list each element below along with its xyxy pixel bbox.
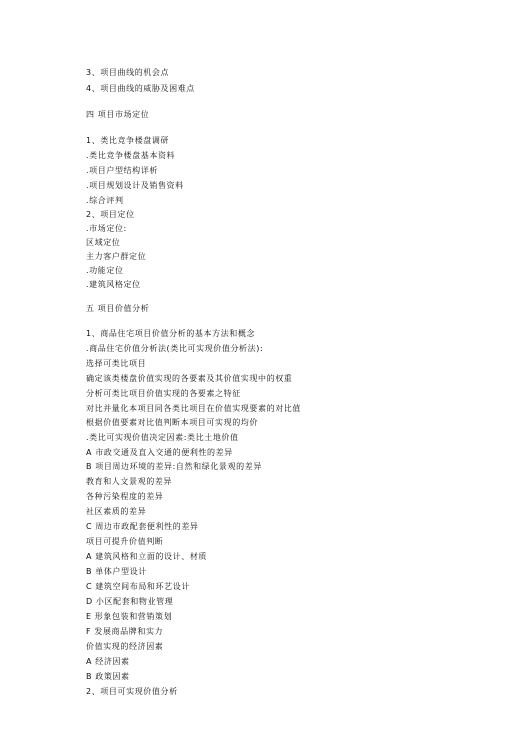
list-item: 主力客户群定位 [86, 252, 147, 261]
list-item: 各种污染程度的差异 [86, 492, 164, 501]
list-item: .商品住宅价值分析法(类比可实现价值分析法): [86, 344, 264, 353]
list-item: C 周边市政配套便利性的差异 [86, 522, 199, 531]
list-item: 价值实现的经济因素 [86, 642, 164, 651]
list-item: .市场定位: [86, 224, 127, 233]
list-item: E 形象包装和营销策划 [86, 612, 173, 621]
list-item: 教育和人文景观的差异 [86, 477, 172, 486]
list-item: A 建筑风格和立面的设计、材质 [86, 552, 208, 561]
list-item: 1、商品住宅项目价值分析的基本方法和概念 [86, 329, 256, 338]
list-item: B 项目周边环境的差异:自然和绿化景观的差异 [86, 462, 262, 471]
list-item-4-threats: 4、项目曲线的威胁及困难点 [86, 84, 195, 93]
list-item: 1、类比竞争楼盘调研 [86, 136, 170, 145]
list-item: C 建筑空间布局和环艺设计 [86, 582, 190, 591]
section-heading-4: 四 项目市场定位 [86, 110, 150, 119]
list-item: 2、项目可实现价值分析 [86, 687, 178, 696]
list-item: A 市政交通及直入交通的便利性的差异 [86, 448, 233, 457]
list-item: B 单体户型设计 [86, 567, 147, 576]
list-item: 2、项目定位 [86, 210, 135, 219]
list-item: .类比竞争楼盘基本资料 [86, 151, 176, 160]
list-item: .功能定位 [86, 266, 124, 275]
list-item: 项目可提升价值判断 [86, 537, 164, 546]
list-item: D 小区配套和物业管理 [86, 597, 174, 606]
list-item: F 发展商品牌和实力 [86, 627, 164, 636]
list-item: B 政策因素 [86, 672, 130, 681]
section-heading-5: 五 项目价值分析 [86, 304, 150, 313]
list-item: .项目规划设计及销售资料 [86, 181, 184, 190]
list-item: 根据价值要素对比值判断本项目可实现的均价 [86, 418, 258, 427]
list-item: .综合评判 [86, 196, 124, 205]
list-item: A 经济因素 [86, 657, 130, 666]
list-item: .项目户型结构详析 [86, 166, 158, 175]
list-item: 对比并量化本项目同各类比项目在价值实现要素的对比值 [86, 404, 301, 413]
list-item-3-opportunity: 3、项目曲线的机会点 [86, 68, 170, 77]
list-item: 区域定位 [86, 238, 121, 247]
list-item: 社区素质的差异 [86, 507, 147, 516]
list-item: 分析可类比项目价值实现的各要素之特征 [86, 389, 241, 398]
list-item: 选择可类比项目 [86, 359, 147, 368]
list-item: .类比可实现价值决定因素:类比土地价值 [86, 433, 239, 442]
list-item: 确定该类楼盘价值实现的各要素及其价值实现中的权重 [86, 374, 293, 383]
list-item: .建筑风格定位 [86, 280, 141, 289]
